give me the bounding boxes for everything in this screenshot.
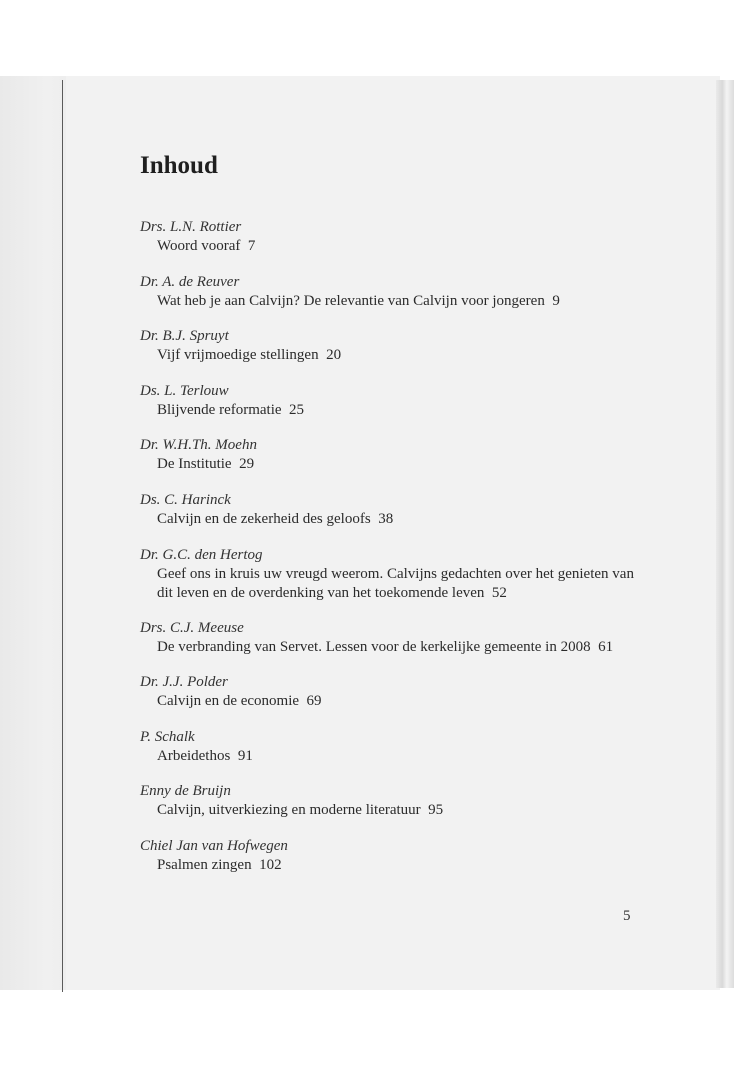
entry-title-line [140, 401, 640, 420]
entry-title-line [140, 638, 640, 657]
entry-title: Geef ons in kruis uw vreugd weerom. Calvijns gedachten over het genieten van dit leven en de overdenking van het toekomende leven [157, 565, 634, 601]
entry-page: 102 [259, 856, 282, 873]
entry-title-line [140, 692, 640, 711]
toc-entry [140, 218, 640, 273]
page-number: 5 [623, 908, 631, 924]
spine-line [62, 80, 63, 992]
entry-title: De verbranding van Servet. Lessen voor de kerkelijke gemeente in 2008 [157, 638, 591, 655]
entry-title: Arbeidethos [157, 747, 231, 764]
toc-entry [140, 436, 640, 491]
entry-title: De Institutie [157, 456, 232, 473]
entry-title-line [140, 747, 640, 766]
entry-title-line [140, 237, 640, 256]
toc-entry [140, 673, 640, 728]
toc-entry [140, 327, 640, 382]
entry-page: 52 [491, 584, 507, 601]
toc-entry [140, 619, 640, 674]
entry-title: Calvijn, uitverkiezing en moderne literatuur [157, 802, 421, 819]
entry-author: Dr. W.H.Th. Moehn [140, 437, 257, 454]
entry-title-line [140, 510, 640, 529]
entry-author: Drs. L.N. Rottier [140, 219, 242, 235]
entry-title: Blijvende reformatie [157, 401, 282, 418]
entry-title: Calvijn en de economie [157, 693, 300, 710]
entry-author: Dr. A. de Reuver [140, 273, 240, 290]
entry-author: P. Schalk [140, 728, 195, 745]
entry-author: Dr. B.J. Spruyt [140, 328, 229, 345]
entry-title-line [140, 856, 640, 875]
table-of-contents [140, 218, 640, 892]
entry-title-line [140, 346, 640, 365]
entry-author: Ds. C. Harinck [140, 491, 231, 508]
entry-author: Enny de Bruijn [140, 783, 231, 800]
entry-page: 91 [237, 747, 253, 764]
entry-title-line [140, 565, 640, 603]
spine-shadow [0, 76, 66, 990]
entry-title: Psalmen zingen [157, 856, 252, 873]
entry-title-line [140, 801, 640, 820]
entry-title-line [140, 455, 640, 474]
entry-title: Vijf vrijmoedige stellingen [157, 347, 319, 364]
toc-entry [140, 382, 640, 437]
entry-title: Calvijn en de zekerheid des geloofs [157, 510, 371, 527]
entry-page: 25 [289, 401, 305, 418]
entry-page: 9 [552, 292, 560, 309]
entry-author: Dr. G.C. den Hertog [140, 546, 263, 563]
toc-entry [140, 837, 640, 892]
entry-author: Drs. C.J. Meeuse [140, 619, 244, 636]
toc-entry [140, 728, 640, 783]
entry-author: Chiel Jan van Hofwegen [140, 837, 288, 854]
entry-title: Woord vooraf [157, 238, 241, 254]
page-edge [716, 80, 734, 988]
entry-page: 29 [239, 456, 255, 473]
toc-title: Inhoud [140, 152, 218, 179]
entry-title-line [140, 292, 640, 311]
entry-page: 7 [247, 238, 256, 254]
entry-author: Ds. L. Terlouw [140, 382, 229, 399]
entry-page: 69 [306, 693, 322, 710]
toc-entry [140, 782, 640, 837]
entry-page: 20 [326, 347, 342, 364]
entry-title: Wat heb je aan Calvijn? De relevantie van Calvijn voor jongeren [157, 292, 545, 309]
toc-entry [140, 491, 640, 546]
toc-entry [140, 546, 640, 619]
entry-page: 38 [378, 510, 394, 527]
toc-entry [140, 273, 640, 328]
entry-author: Dr. J.J. Polder [140, 674, 228, 691]
entry-page: 61 [598, 638, 614, 655]
entry-page: 95 [428, 802, 444, 819]
